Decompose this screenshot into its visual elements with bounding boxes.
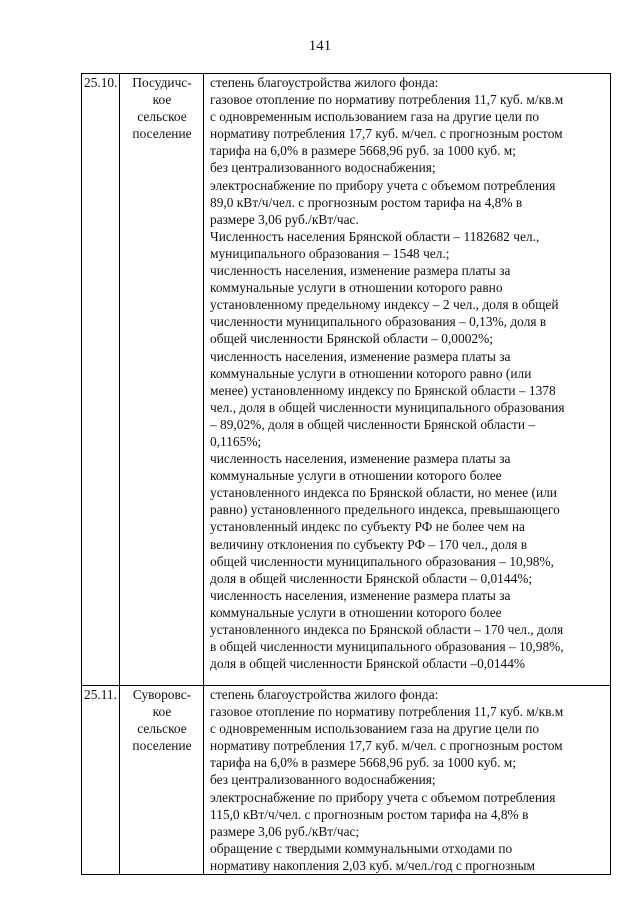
- page-number: 141: [308, 38, 332, 54]
- text-line: тарифа на 6,0% в размере 5668,96 руб. за 1000 куб. м;: [210, 755, 516, 771]
- text-line: без централизованного водоснабжения;: [210, 772, 436, 788]
- text-line: с одновременным использованием газа на другие цели по: [210, 721, 540, 737]
- text-line: степень благоустройства жилого фонда:: [210, 75, 439, 90]
- municipal-table: [81, 73, 611, 875]
- text-line: в общей численности муниципального образования – 10,98%,: [210, 639, 564, 655]
- settlement-name: [120, 686, 204, 875]
- text-line: с одновременным использованием газа на другие цели по: [210, 109, 540, 125]
- text-line: нормативу потребления 17,7 куб. м/чел. с прогнозным ростом: [210, 738, 563, 754]
- text-line: менее) установленному индексу по Брянской области – 1378: [210, 382, 556, 398]
- text-line: Численность населения Брянской области – 1182682 чел.,: [210, 228, 540, 244]
- settlement-name-line: кое: [152, 704, 172, 720]
- text-line: равно) установленного предельного индекса, превышающего: [210, 502, 560, 518]
- text-line: численности муниципального образования – 0,13%, доля в: [210, 314, 547, 330]
- text-line: численность населения, изменение размера платы за: [210, 263, 511, 279]
- settlement-name: [120, 74, 204, 686]
- text-line: величину отклонения по субъекту РФ – 170 чел., доля в: [210, 536, 528, 552]
- text-line: общей численности Брянской области – 0,0002%;: [210, 331, 493, 347]
- text-line: 0,1165%;: [210, 433, 262, 449]
- text-line: чел., доля в общей численности муниципального образования: [210, 399, 565, 415]
- settlement-description: [204, 686, 611, 875]
- text-line: установленный индекс по субъекту РФ не более чем на: [210, 519, 525, 535]
- text-line: численность населения, изменение размера платы за: [210, 348, 511, 364]
- text-line: общей численности муниципального образования – 10,98%,: [210, 553, 554, 569]
- text-line: доля в общей численности Брянской области – 0,0144%;: [210, 570, 533, 586]
- table-row: [82, 686, 611, 875]
- text-line: газовое отопление по нормативу потребления 11,7 куб. м/кв.м: [210, 92, 564, 108]
- text-line: муниципального образования – 1548 чел.;: [210, 245, 450, 261]
- settlement-name-line: Суворовс-: [132, 687, 192, 702]
- text-line: установленному предельному индексу – 2 чел., доля в общей: [210, 297, 559, 313]
- text-line: установленного индекса по Брянской области – 170 чел., доля: [210, 622, 564, 637]
- text-line: газовое отопление по нормативу потребления 11,7 куб. м/кв.м: [210, 704, 564, 720]
- settlement-name-line: сельское: [137, 721, 187, 737]
- text-line: коммунальные услуги в отношении которого равно (или: [210, 365, 532, 381]
- text-line: коммунальные услуги в отношении которого более: [210, 468, 502, 484]
- text-line: электроснабжение по прибору учета с объемом потребления: [210, 789, 556, 805]
- text-line: обращение с твердыми коммунальными отходами по: [210, 840, 513, 856]
- row-number: 25.10.: [82, 74, 120, 686]
- text-line: степень благоустройства жилого фонда:: [210, 687, 439, 702]
- text-line: размере 3,06 руб./кВт/час.: [210, 211, 359, 227]
- text-line: 89,0 кВт/ч/чел. с прогнозным ростом тарифа на 4,8% в: [210, 194, 523, 210]
- text-line: нормативу накопления 2,03 куб. м/чел./год с прогнозным: [210, 857, 536, 873]
- settlement-name-line: поселение: [132, 738, 192, 754]
- text-line: размере 3,06 руб./кВт/час;: [210, 823, 360, 839]
- settlement-description: [204, 74, 611, 686]
- text-line: – 89,02%, доля в общей численности Брянской области –: [210, 416, 536, 432]
- table-row: [82, 74, 611, 686]
- text-line: коммунальные услуги в отношении которого более: [210, 604, 502, 620]
- text-line: доля в общей численности Брянской области –0,0144%: [210, 656, 526, 672]
- settlement-name-line: кое: [152, 92, 172, 108]
- row-number: 25.11.: [82, 686, 120, 875]
- settlement-name-line: поселение: [132, 126, 192, 142]
- text-line: электроснабжение по прибору учета с объемом потребления: [210, 177, 556, 193]
- settlement-name-line: Посудичс-: [132, 75, 192, 90]
- text-line: 115,0 кВт/ч/чел. с прогнозным ростом тарифа на 4,8% в: [210, 806, 529, 822]
- text-line: численность населения, изменение размера платы за: [210, 587, 511, 603]
- text-line: установленного индекса по Брянской области, но менее (или: [210, 485, 557, 501]
- text-line: без централизованного водоснабжения;: [210, 160, 436, 176]
- text-line: нормативу потребления 17,7 куб. м/чел. с прогнозным ростом: [210, 126, 563, 142]
- settlement-name-line: сельское: [137, 109, 187, 125]
- text-line: численность населения, изменение размера платы за: [210, 451, 511, 467]
- text-line: коммунальные услуги в отношении которого равно: [210, 280, 503, 296]
- text-line: тарифа на 6,0% в размере 5668,96 руб. за 1000 куб. м;: [210, 143, 516, 159]
